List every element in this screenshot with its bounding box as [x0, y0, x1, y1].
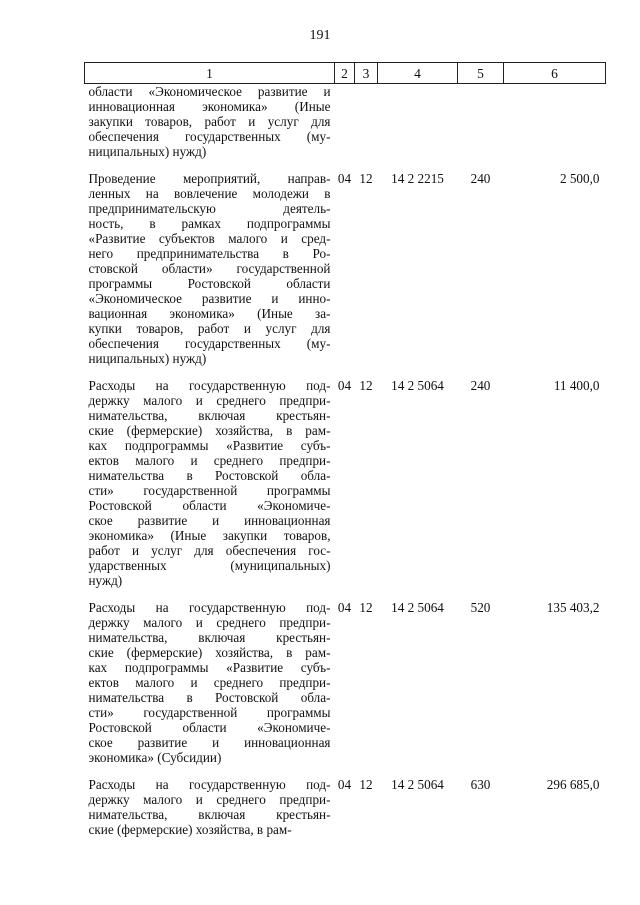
description-line: нимательства в Ростовской обла- [88, 468, 331, 483]
spacer-cell [85, 159, 606, 171]
description-line: держку малого и среднего предпри- [88, 792, 331, 807]
description-line: ское развитие и инновационная [88, 513, 331, 528]
description-line: программы Ростовской области [88, 276, 331, 291]
description-line: экономика» (Иные закупки товаров, [88, 528, 331, 543]
description-line: обеспечения государственных (му- [88, 336, 331, 351]
row-subsection-code: 12 [359, 777, 373, 792]
row-description [85, 777, 335, 837]
row-description [85, 378, 335, 588]
row-expense-type: 240 [470, 171, 491, 186]
row-spacer [85, 159, 606, 171]
description-line: стовской области» государственной [88, 261, 331, 276]
description-line: сти» государственной программы [88, 705, 331, 720]
description-line: ленных на вовлечение молодежи в [88, 186, 331, 201]
description-line: нужд) [88, 573, 123, 588]
budget-table [84, 62, 606, 837]
description-line: держку малого и среднего предпри- [88, 393, 331, 408]
row-target-article: 14 2 5064 [391, 378, 444, 393]
description-line: Расходы на государственную под- [88, 378, 331, 393]
row-description [85, 600, 335, 765]
table-body [85, 84, 606, 838]
row-subsection-code: 12 [359, 600, 373, 615]
row-target-article: 14 2 5064 [391, 600, 444, 615]
header-col-6: 6 [504, 63, 606, 84]
description-line: Расходы на государственную под- [88, 600, 331, 615]
row-section-code: 04 [337, 171, 352, 186]
description-line: Расходы на государственную под- [88, 777, 331, 792]
table-header-row [85, 63, 606, 84]
row-section-code: 04 [337, 777, 352, 792]
row-spacer [85, 588, 606, 600]
description-line: нимательства, включая крестьян- [88, 408, 331, 423]
spacer-cell [85, 765, 606, 777]
row-section-code [335, 84, 355, 160]
row-expense-type: 630 [470, 777, 491, 792]
table-row [85, 84, 606, 160]
description-line: обеспечения государственных (му- [88, 129, 331, 144]
description-line: Проведение мероприятий, направ- [88, 171, 331, 186]
header-col-1: 1 [85, 63, 335, 84]
description-line: инновационная экономика» (Иные [88, 99, 331, 114]
description-line: ектов малого и среднего предпри- [88, 453, 331, 468]
row-target-article: 14 2 5064 [391, 777, 444, 792]
description-line: Ростовской области «Экономиче- [88, 720, 331, 735]
description-line: ниципальных) нужд) [88, 144, 207, 159]
description-line: ское развитие и инновационная [88, 735, 331, 750]
description-line: купки товаров, работ и услуг для [88, 321, 331, 336]
description-line: области «Экономическое развитие и [88, 84, 331, 99]
row-target-article [378, 84, 458, 160]
spacer-cell [85, 588, 606, 600]
page-number: 191 [309, 28, 331, 43]
row-section-code: 04 [337, 600, 352, 615]
row-spacer [85, 366, 606, 378]
description-line: работ и услуг для обеспечения гос- [88, 543, 331, 558]
description-line: держку малого и среднего предпри- [88, 615, 331, 630]
description-line: ские (фермерские) хозяйства, в рам- [88, 423, 331, 438]
row-subsection-code: 12 [359, 171, 373, 186]
row-expense-type: 240 [470, 378, 491, 393]
description-line: вационная экономика» (Иные за- [88, 306, 331, 321]
description-line: сти» государственной программы [88, 483, 331, 498]
description-line: экономика» (Субсидии) [88, 750, 222, 765]
row-expense-type [458, 84, 504, 160]
description-line: ность, в рамках подпрограммы [88, 216, 331, 231]
table-row [85, 777, 606, 837]
description-line: нимательства, включая крестьян- [88, 630, 331, 645]
spacer-cell [85, 366, 606, 378]
row-subsection-code [355, 84, 378, 160]
description-line: ударственных (муниципальных) [88, 558, 331, 573]
row-amount: 2 500,0 [559, 171, 600, 186]
description-line: ские (фермерские) хозяйства, в рам- [88, 822, 292, 837]
description-line: ские (фермерские) хозяйства, в рам- [88, 645, 331, 660]
row-description [85, 84, 335, 160]
row-amount [504, 84, 606, 160]
header-col-5: 5 [458, 63, 504, 84]
description-line: «Экономическое развитие и инно- [88, 291, 331, 306]
row-amount: 296 685,0 [546, 777, 600, 792]
description-line: закупки товаров, работ и услуг для [88, 114, 331, 129]
row-expense-type: 520 [470, 600, 491, 615]
description-line: ниципальных) нужд) [88, 351, 207, 366]
description-line: предпринимательскую деятель- [88, 201, 331, 216]
description-line: ках подпрограммы «Развитие субъ- [88, 660, 331, 675]
description-line: него предпринимательства в Ро- [88, 246, 331, 261]
header-col-4: 4 [378, 63, 458, 84]
description-line: нимательства, включая крестьян- [88, 807, 331, 822]
description-line: Ростовской области «Экономиче- [88, 498, 331, 513]
header-col-2: 2 [335, 63, 355, 84]
description-line: нимательства в Ростовской обла- [88, 690, 331, 705]
row-section-code: 04 [337, 378, 352, 393]
row-amount: 11 400,0 [553, 378, 600, 393]
table-row [85, 171, 606, 366]
description-line: ектов малого и среднего предпри- [88, 675, 331, 690]
description-line: «Развитие субъектов малого и сред- [88, 231, 331, 246]
row-subsection-code: 12 [359, 378, 373, 393]
table-row [85, 600, 606, 765]
row-description [85, 171, 335, 366]
description-line: ках подпрограммы «Развитие субъ- [88, 438, 331, 453]
row-spacer [85, 765, 606, 777]
row-target-article: 14 2 2215 [391, 171, 444, 186]
table-row [85, 378, 606, 588]
row-amount: 135 403,2 [546, 600, 600, 615]
header-col-3: 3 [355, 63, 378, 84]
